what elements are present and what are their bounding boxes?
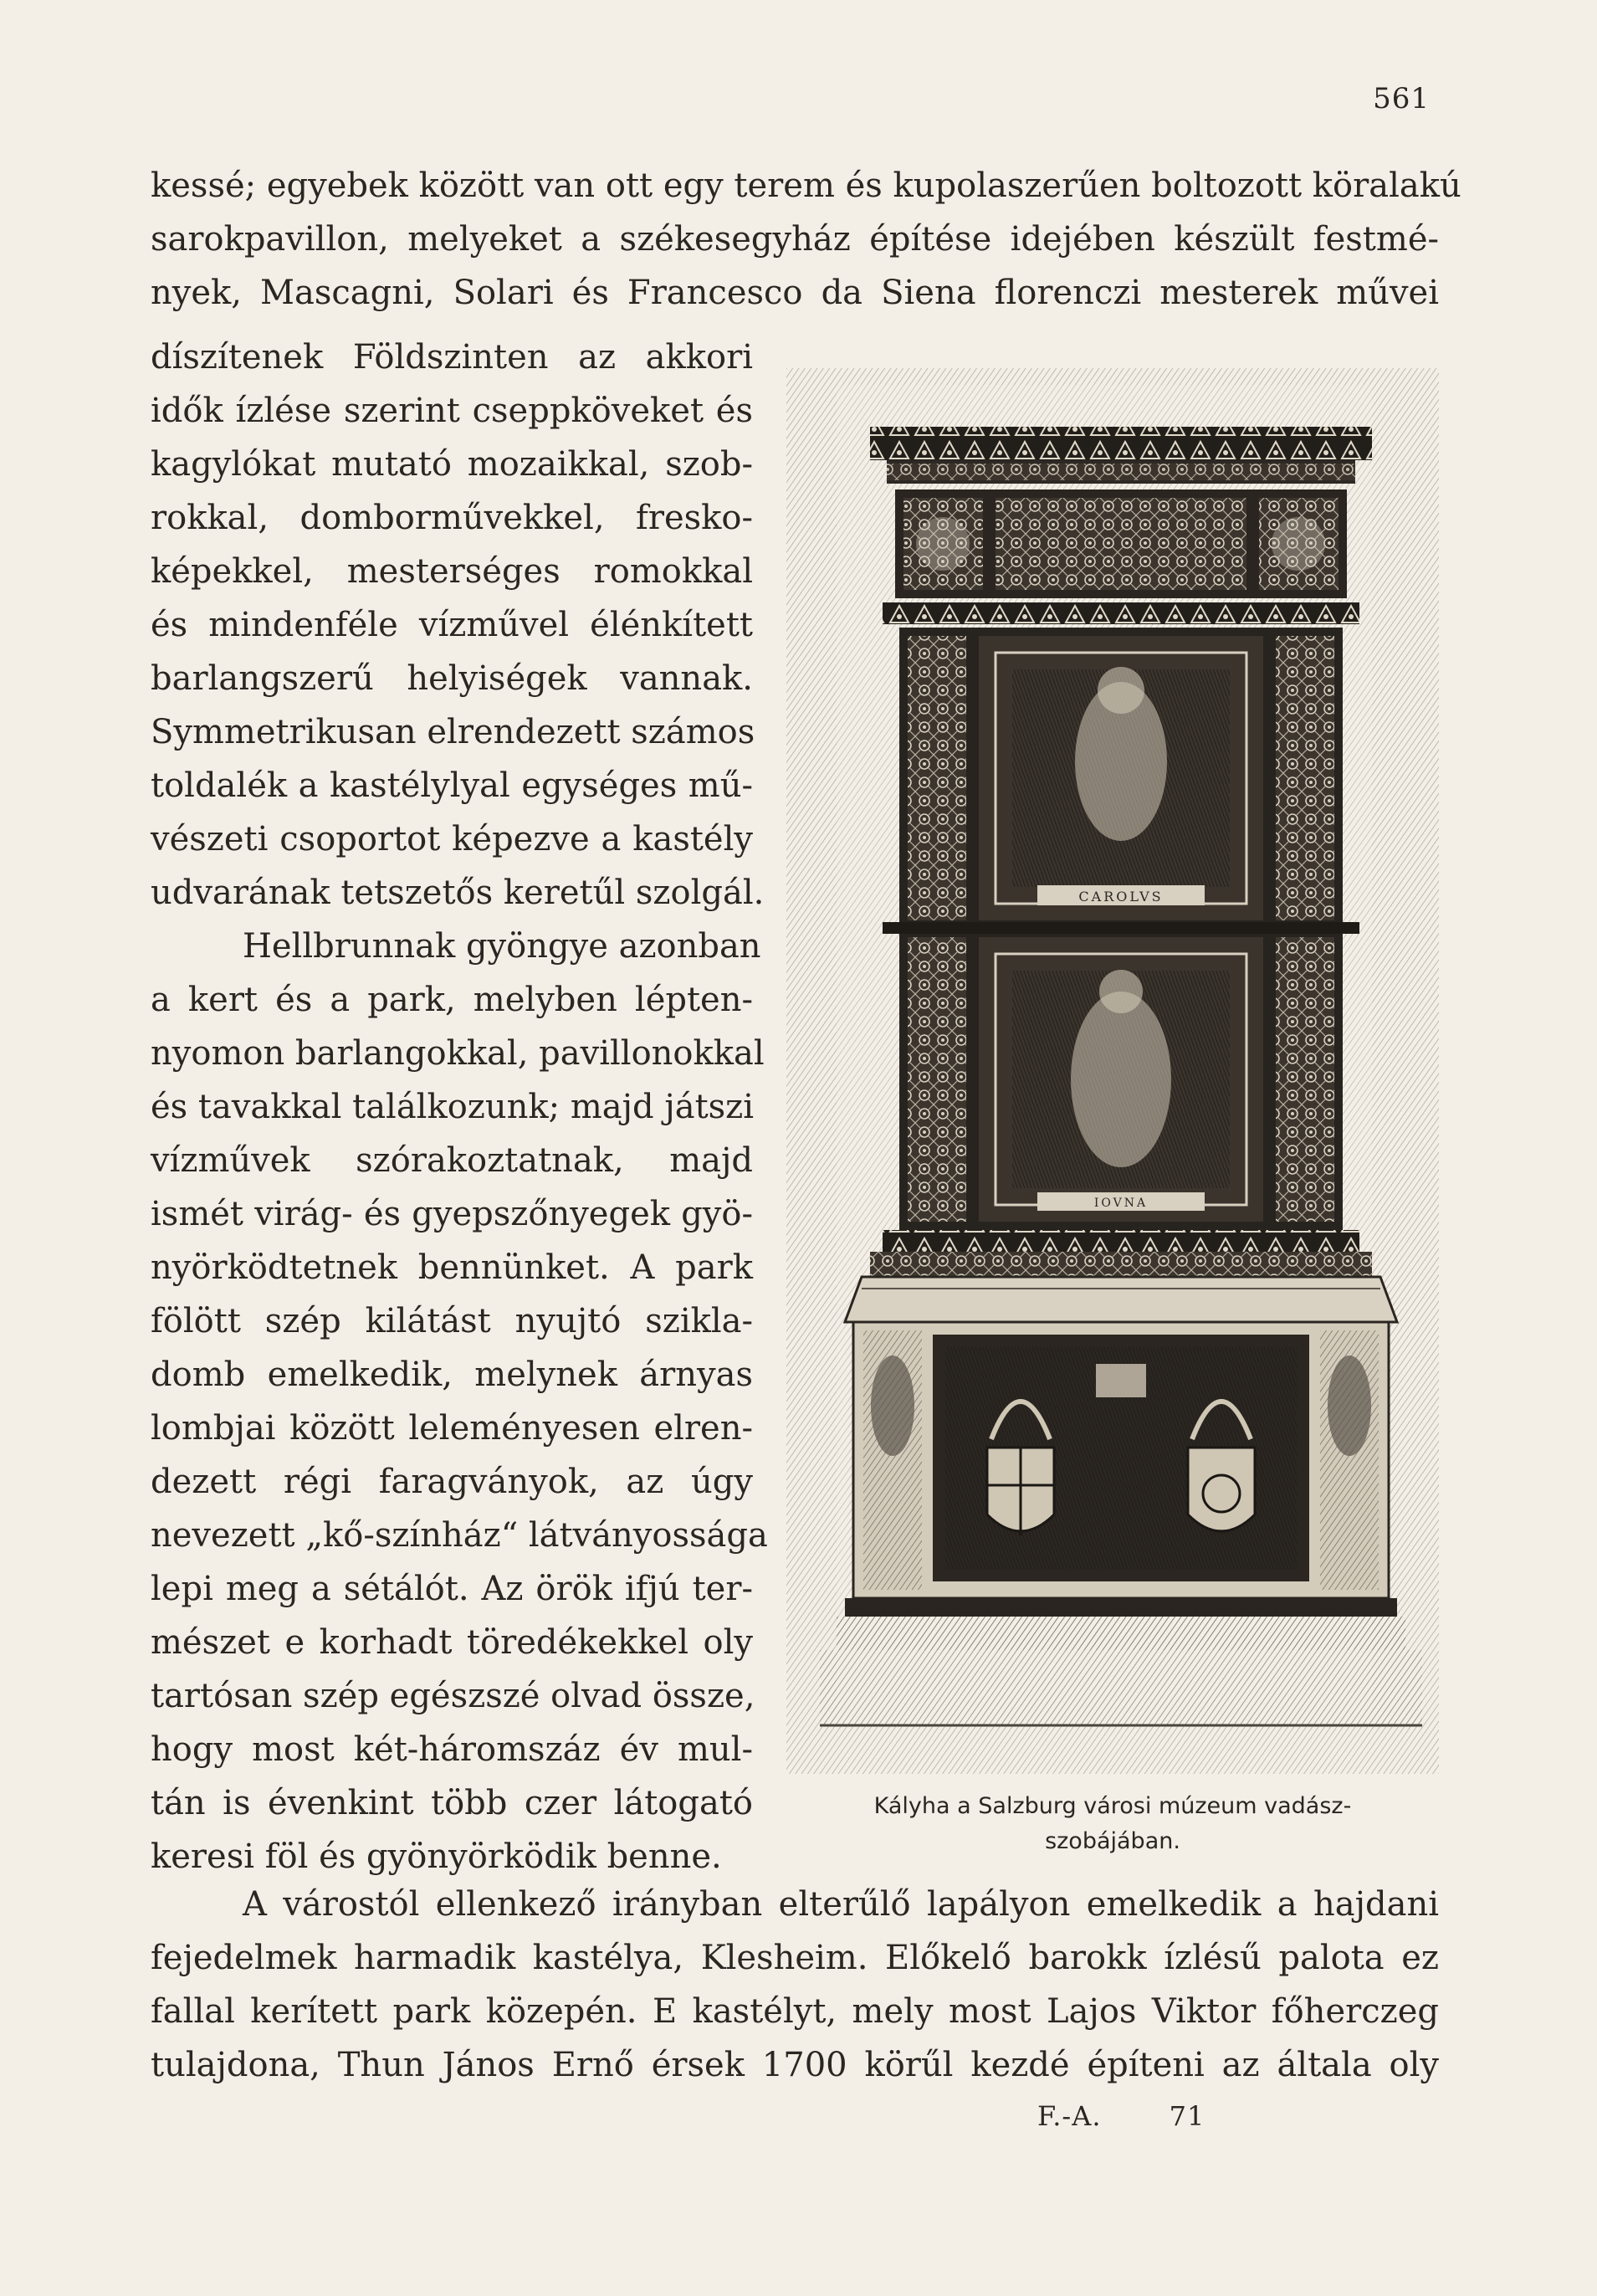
text-line: kessé; egyebek között van ott egy terem és kupolaszerűen boltozott köralakú (151, 167, 1461, 205)
text-line: keresi föl és gyönyörködik benne. (151, 1837, 722, 1876)
paragraph-top (151, 159, 1461, 320)
text-line: díszítenek Földszinten az akkori (151, 338, 753, 377)
caption-line: szobájában. (1045, 1828, 1180, 1854)
text-line: udvarának tetszetős keretűl szolgál. (151, 874, 765, 912)
figure-caption (803, 1789, 1422, 1859)
text-line: idők ízlése szerint cseppköveket és (151, 392, 753, 430)
text-line: vészeti csoportot képezve a kastély (151, 820, 753, 858)
text-line: tulajdona, Thun János Ernő érsek 1700 körűl kezdé építeni az általa oly (151, 2046, 1439, 2084)
page-number: 561 (1373, 82, 1430, 115)
text-line: nevezett „kő-színház“ látványossága (151, 1516, 768, 1555)
stove-illustration (786, 368, 1439, 1774)
text-line: rokkal, domborművekkel, fresko- (151, 499, 753, 537)
stove-plaque-top: CAROLVS (1078, 889, 1164, 905)
stove-engraving (786, 368, 1439, 1774)
text-line: lombjai között leleményesen elren- (151, 1409, 753, 1448)
text-line: nyomon barlangokkal, pavillonokkal (151, 1034, 765, 1073)
text-line: sarokpavillon, melyeket a székesegyház építése idejében készült festmé- (151, 220, 1439, 259)
text-line: toldalék a kastélylyal egységes mű- (151, 766, 753, 805)
page-footer (1037, 2100, 1205, 2132)
text-line: a kert és a park, melyben lépten- (151, 981, 753, 1019)
text-line: fölött szép kilátást nyujtó szikla- (151, 1302, 753, 1340)
text-line: kagylókat mutató mozaikkal, szob- (151, 445, 753, 484)
text-line: fallal kerített park közepén. E kastélyt, mely most Lajos Viktor főherczeg (151, 1992, 1439, 2031)
text-line: Symmetrikusan elrendezett számos (151, 713, 755, 751)
caption-line: Kályha a Salzburg városi múzeum vadász- (873, 1793, 1352, 1819)
sheet-number: 71 (1169, 2100, 1205, 2132)
paragraph-bottom (151, 1878, 1439, 2092)
text-line: tartósan szép egészszé olvad össze, (151, 1677, 755, 1715)
text-line: lepi meg a sétálót. Az örök ifjú ter- (151, 1570, 753, 1608)
text-line: domb emelkedik, melynek árnyas (151, 1356, 753, 1394)
text-line: és mindenféle vízművel élénkített (151, 606, 753, 644)
stove-plaque-middle: IOVNA (1093, 1197, 1149, 1210)
text-line: képekkel, mesterséges romokkal (151, 552, 753, 591)
text-line: nyörködtetnek bennünket. A park (151, 1248, 753, 1287)
printer-signature: F.-A. (1037, 2100, 1102, 2132)
text-line: fejedelmek harmadik kastélya, Klesheim. Előkelő barokk ízlésű palota ez (151, 1939, 1439, 1977)
text-line: vízművek szórakoztatnak, majd (151, 1141, 753, 1180)
text-line: Hellbrunnak gyöngye azonban (243, 927, 761, 966)
text-line: dezett régi faragványok, az úgy (151, 1463, 753, 1501)
text-line: barlangszerű helyiségek vannak. (151, 659, 753, 698)
text-line: mészet e korhadt töredékekkel oly (151, 1623, 753, 1662)
text-line: tán is évenkint több czer látogató (151, 1784, 753, 1822)
text-line: és tavakkal találkozunk; majd játszi (151, 1088, 755, 1126)
text-line: ismét virág- és gyepszőnyegek gyö- (151, 1195, 753, 1233)
stove-cornice (870, 427, 1372, 460)
paragraph-left (151, 331, 768, 1883)
text-line: A várostól ellenkező irányban elterűlő lapályon emelkedik a hajdani (243, 1885, 1439, 1924)
text-line: hogy most két-háromszáz év mul- (151, 1730, 753, 1769)
text-line: nyek, Mascagni, Solari és Francesco da Siena florenczi mesterek művei (151, 274, 1439, 312)
